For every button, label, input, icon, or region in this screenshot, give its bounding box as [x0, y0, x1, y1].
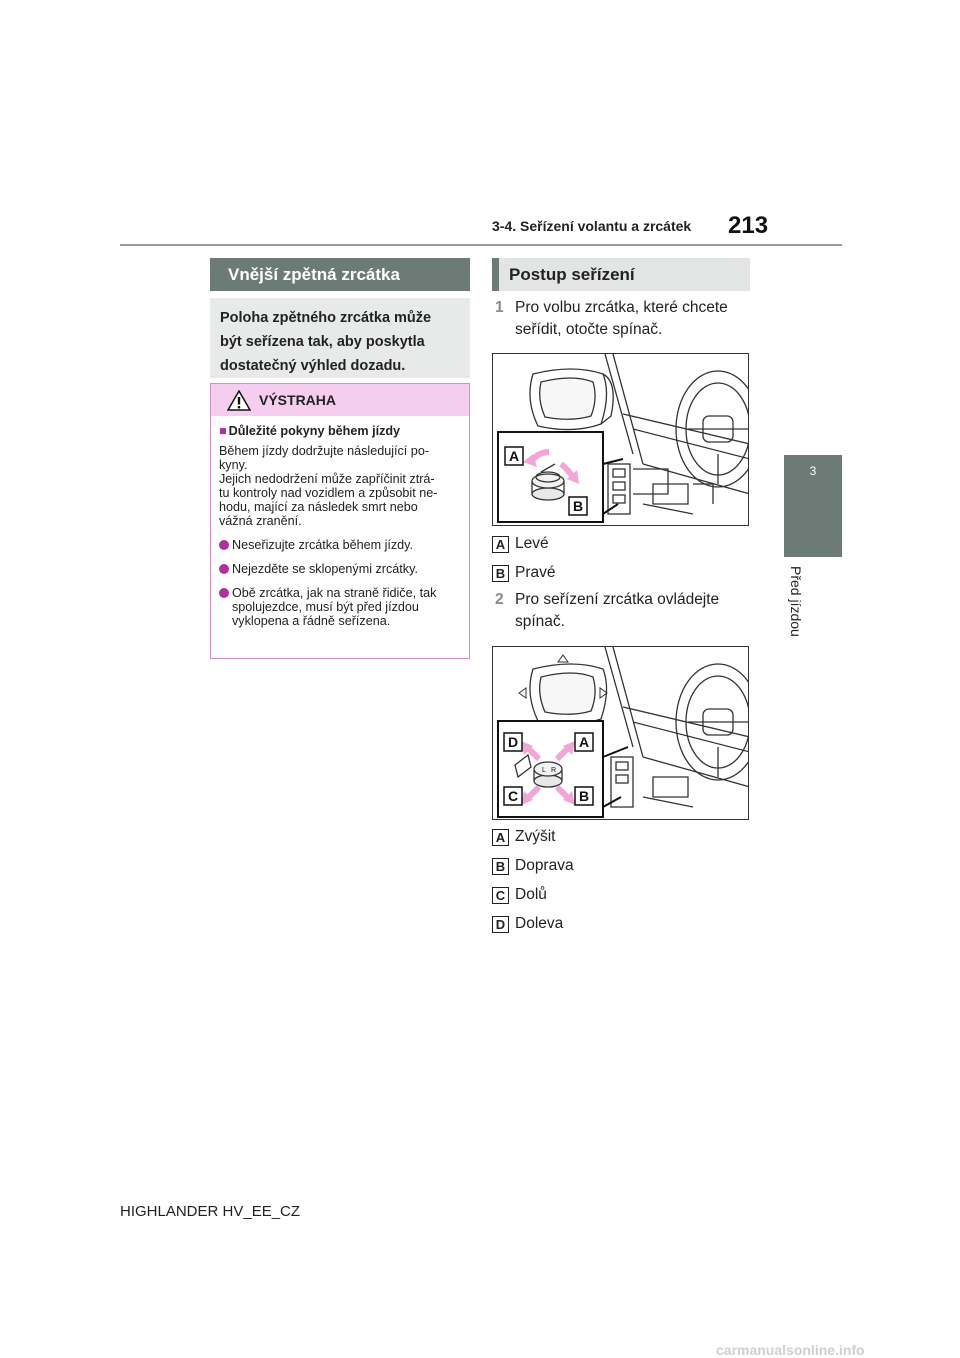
callout-label-c: C [507, 788, 519, 804]
legend-item [492, 915, 563, 935]
step-line: seřídit, otočte spínač. [515, 321, 663, 338]
legend-value: Pravé [515, 564, 556, 581]
legend-item [492, 828, 555, 848]
legend-item [492, 857, 574, 877]
legend-value: Doprava [515, 857, 574, 874]
bullet-dot-icon [219, 588, 229, 598]
bullet-line: vyklopena a řádně seřízena. [232, 614, 391, 628]
legend-value: Levé [515, 535, 549, 552]
bullet-line: spolujezdce, musí být před jízdou [232, 600, 419, 614]
mirror-select-illustration [493, 354, 749, 526]
step-line: Pro volbu zrcátka, které chcete [515, 299, 728, 316]
warning-line: Jejich nedodržení může zapříčinit ztrá- [219, 472, 435, 486]
legend-value: Zvýšit [515, 828, 556, 845]
section-heading-exterior-mirrors: Vnější zpětná zrcátka [210, 258, 470, 291]
mirror-adjust-illustration [493, 647, 749, 820]
warning-header [211, 384, 469, 416]
intro-line: dostatečný výhled dozadu. [220, 358, 406, 374]
callout-label-d: D [507, 734, 519, 750]
warning-subheading [219, 424, 461, 438]
footer-model: HIGHLANDER HV_EE_CZ [120, 1203, 301, 1220]
step-number: 1 [495, 299, 504, 316]
square-bullet-icon: ■ [219, 424, 227, 438]
header-divider [120, 244, 842, 246]
figure-mirror-adjust-switch [492, 646, 749, 820]
warning-bullet [219, 562, 461, 576]
chapter-label: Před jízdou [788, 566, 804, 637]
switch-label-r: R [551, 767, 557, 774]
legend-item [492, 886, 547, 906]
legend-item [492, 535, 549, 555]
legend-key: A [492, 829, 509, 846]
switch-label-l: L [542, 767, 546, 774]
legend-key: D [492, 916, 509, 933]
warning-line: hodu, mající za následek smrt nebo [219, 500, 418, 514]
figure-mirror-select-switch [492, 353, 749, 526]
warning-line: vážná zranění. [219, 514, 302, 528]
warning-box [210, 383, 470, 659]
page-number: 213 [728, 212, 769, 239]
step-2 [495, 589, 755, 633]
warning-title: VÝSTRAHA [259, 392, 337, 408]
legend-value: Doleva [515, 915, 564, 932]
step-number: 2 [495, 591, 504, 608]
bullet-line: Nejezděte se sklopenými zrcátky. [232, 562, 418, 576]
chapter-number: 3 [809, 464, 817, 478]
legend-key: A [492, 536, 509, 553]
bullet-dot-icon [219, 540, 229, 550]
warning-bullet [219, 586, 461, 628]
section-title: 3-4. Seřízení volantu a zrcátek [492, 218, 692, 234]
bullet-line: Neseřizujte zrcátka během jízdy. [232, 538, 414, 552]
callout-label-b: B [578, 788, 590, 804]
warning-line: kyny. [219, 458, 248, 472]
warning-triangle-icon [227, 390, 251, 411]
warning-body [211, 416, 469, 628]
legend-value: Dolů [515, 886, 547, 903]
step-line: spínač. [515, 613, 565, 630]
step-1 [495, 297, 755, 341]
callout-label-b: B [572, 498, 584, 514]
intro-line: být seřízena tak, aby poskytla [220, 334, 425, 350]
warning-bullet [219, 538, 461, 552]
warning-subheading-text: Důležité pokyny během jízdy [228, 424, 401, 438]
bullet-line: Obě zrcátka, jak na straně řidiče, tak [232, 586, 437, 600]
callout-label-a: A [578, 734, 590, 750]
legend-key: B [492, 858, 509, 875]
section-heading-adjustment: Postup seřízení [492, 258, 750, 291]
warning-line: Během jízdy dodržujte následující po- [219, 444, 430, 458]
legend-key: C [492, 887, 509, 904]
bullet-dot-icon [219, 564, 229, 574]
warning-paragraph [219, 444, 461, 528]
callout-label-a: A [508, 448, 520, 464]
legend-key: B [492, 565, 509, 582]
intro-line: Poloha zpětného zrcátka může [220, 310, 432, 326]
warning-line: tu kontroly nad vozidlem a způsobit ne- [219, 486, 438, 500]
watermark: carmanualsonline.info [716, 1342, 865, 1358]
legend-item [492, 564, 556, 584]
intro-box [210, 298, 470, 378]
step-line: Pro seřízení zrcátka ovládejte [515, 591, 720, 608]
